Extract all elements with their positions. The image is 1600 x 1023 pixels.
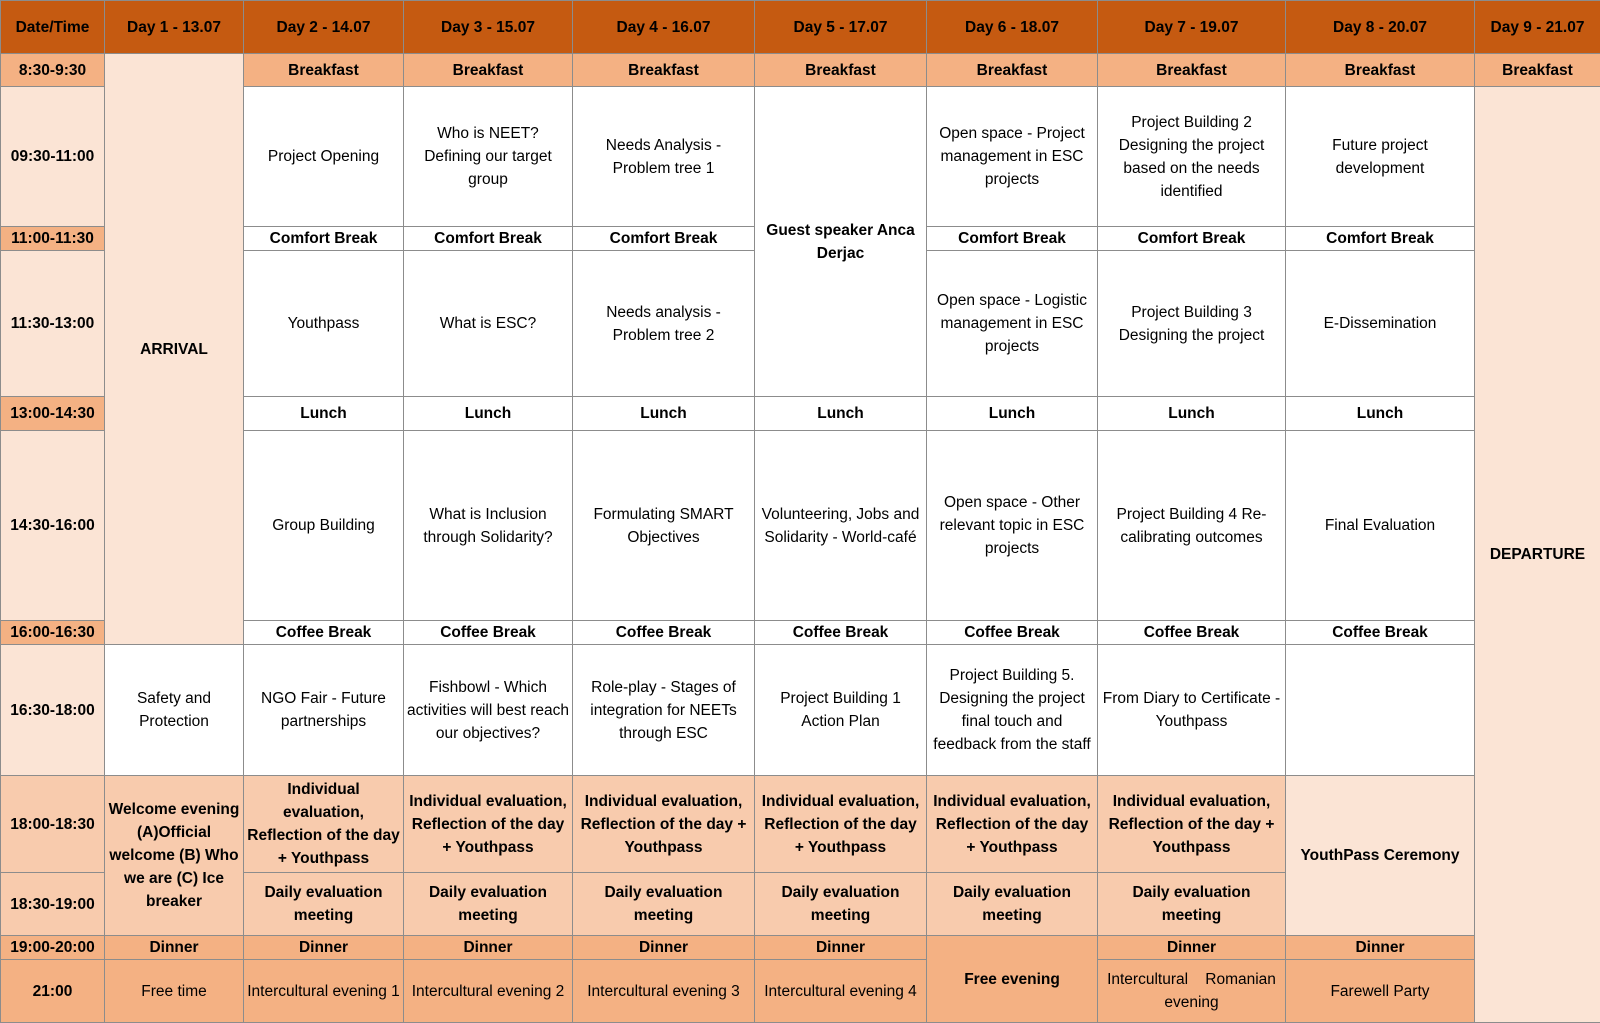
breakfast-cell: Breakfast [1286, 54, 1475, 87]
header-day-4: Day 4 - 16.07 [573, 1, 755, 54]
breakfast-cell: Breakfast [1098, 54, 1286, 87]
session-cell: Final Evaluation [1286, 431, 1475, 621]
session-cell: Open space - Logistic management in ESC projects [927, 251, 1098, 397]
session-cell: Future project development [1286, 87, 1475, 227]
arrival-cell: ARRIVAL [105, 54, 244, 645]
header-day-2: Day 2 - 14.07 [244, 1, 404, 54]
dinner-cell: Dinner [244, 936, 404, 960]
session-cell: Safety and Protection [105, 645, 244, 776]
time-cell: 13:00-14:30 [1, 397, 105, 431]
header-day-9: Day 9 - 21.07 [1475, 1, 1600, 54]
evening-cell: Intercultural Romanian evening [1098, 960, 1286, 1023]
comfort-break-cell: Comfort Break [244, 227, 404, 251]
breakfast-cell: Breakfast [755, 54, 927, 87]
coffee-break-cell: Coffee Break [755, 621, 927, 645]
header-day-7: Day 7 - 19.07 [1098, 1, 1286, 54]
departure-cell: DEPARTURE [1475, 87, 1600, 1023]
time-cell: 09:30-11:00 [1, 87, 105, 227]
comfort-break-cell: Comfort Break [927, 227, 1098, 251]
comfort-break-cell: Comfort Break [573, 227, 755, 251]
daily-evaluation-cell: Daily evaluation meeting [755, 873, 927, 936]
daily-evaluation-cell: Daily evaluation meeting [244, 873, 404, 936]
header-date-time: Date/Time [1, 1, 105, 54]
individual-evaluation-cell: Individual evaluation, Reflection of the day + Youthpass [927, 776, 1098, 873]
session-cell: Fishbowl - Which activities will best reach our objectives? [404, 645, 573, 776]
breakfast-cell: Breakfast [927, 54, 1098, 87]
session-cell: Open space - Other relevant topic in ESC projects [927, 431, 1098, 621]
session-cell: From Diary to Certificate - Youthpass [1098, 645, 1286, 776]
comfort-break-cell: Comfort Break [1286, 227, 1475, 251]
lunch-cell: Lunch [573, 397, 755, 431]
session-cell: Project Building 3 Designing the project [1098, 251, 1286, 397]
header-day-1: Day 1 - 13.07 [105, 1, 244, 54]
session-cell: Group Building [244, 431, 404, 621]
daily-evaluation-cell: Daily evaluation meeting [573, 873, 755, 936]
header-day-8: Day 8 - 20.07 [1286, 1, 1475, 54]
evening-cell: Intercultural evening 2 [404, 960, 573, 1023]
welcome-evening-cell: Welcome evening (A)Official welcome (B) Who we are (C) Ice breaker [105, 776, 244, 936]
daily-evaluation-cell: Daily evaluation meeting [1098, 873, 1286, 936]
evening-cell: Farewell Party [1286, 960, 1475, 1023]
breakfast-cell: Breakfast [404, 54, 573, 87]
individual-evaluation-cell: Individual evaluation, Reflection of the day + Youthpass [404, 776, 573, 873]
dinner-cell: Dinner [1098, 936, 1286, 960]
dinner-cell: Dinner [573, 936, 755, 960]
session-cell: Project Opening [244, 87, 404, 227]
row-2100 [1, 960, 1600, 1023]
row-0830 [1, 54, 1600, 87]
time-cell: 11:00-11:30 [1, 227, 105, 251]
session-cell: Project Building 5. Designing the project final touch and feedback from the staff [927, 645, 1098, 776]
lunch-cell: Lunch [404, 397, 573, 431]
coffee-break-cell: Coffee Break [1286, 621, 1475, 645]
session-cell: Needs analysis - Problem tree 2 [573, 251, 755, 397]
dinner-cell: Dinner [1286, 936, 1475, 960]
coffee-break-cell: Coffee Break [573, 621, 755, 645]
individual-evaluation-cell: Individual evaluation, Reflection of the day + Youthpass [755, 776, 927, 873]
dinner-cell: Dinner [404, 936, 573, 960]
lunch-cell: Lunch [244, 397, 404, 431]
evening-cell: Intercultural evening 4 [755, 960, 927, 1023]
dinner-cell: Dinner [105, 936, 244, 960]
session-cell: Project Building 2 Designing the project based on the needs identified [1098, 87, 1286, 227]
youthpass-ceremony-cell: YouthPass Ceremony [1286, 776, 1475, 936]
session-cell: Volunteering, Jobs and Solidarity - World-café [755, 431, 927, 621]
evening-cell: Free time [105, 960, 244, 1023]
individual-evaluation-cell: Individual evaluation, Reflection of the day + Youthpass [573, 776, 755, 873]
evening-cell: Intercultural evening 3 [573, 960, 755, 1023]
session-cell: What is Inclusion through Solidarity? [404, 431, 573, 621]
session-cell: Project Building 1 Action Plan [755, 645, 927, 776]
lunch-cell: Lunch [1098, 397, 1286, 431]
session-cell: Who is NEET? Defining our target group [404, 87, 573, 227]
comfort-break-cell: Comfort Break [404, 227, 573, 251]
header-day-6: Day 6 - 18.07 [927, 1, 1098, 54]
breakfast-cell: Breakfast [1475, 54, 1600, 87]
individual-evaluation-cell: Individual evaluation, Reflection of the day + Youthpass [1098, 776, 1286, 873]
session-cell: Role-play - Stages of integration for NEETs through ESC [573, 645, 755, 776]
lunch-cell: Lunch [755, 397, 927, 431]
time-cell: 19:00-20:00 [1, 936, 105, 960]
time-cell: 18:30-19:00 [1, 873, 105, 936]
coffee-break-cell: Coffee Break [927, 621, 1098, 645]
time-cell: 8:30-9:30 [1, 54, 105, 87]
session-cell: What is ESC? [404, 251, 573, 397]
session-cell: Open space - Project management in ESC projects [927, 87, 1098, 227]
row-1800 [1, 776, 1600, 873]
session-cell: Project Building 4 Re-calibrating outcomes [1098, 431, 1286, 621]
time-cell: 14:30-16:00 [1, 431, 105, 621]
daily-evaluation-cell: Daily evaluation meeting [927, 873, 1098, 936]
time-cell: 16:00-16:30 [1, 621, 105, 645]
session-cell: Needs Analysis - Problem tree 1 [573, 87, 755, 227]
session-cell: Formulating SMART Objectives [573, 431, 755, 621]
header-day-3: Day 3 - 15.07 [404, 1, 573, 54]
time-cell: 21:00 [1, 960, 105, 1023]
time-cell: 11:30-13:00 [1, 251, 105, 397]
lunch-cell: Lunch [927, 397, 1098, 431]
breakfast-cell: Breakfast [244, 54, 404, 87]
time-cell: 18:00-18:30 [1, 776, 105, 873]
coffee-break-cell: Coffee Break [244, 621, 404, 645]
header-day-5: Day 5 - 17.07 [755, 1, 927, 54]
session-cell: E-Dissemination [1286, 251, 1475, 397]
breakfast-cell: Breakfast [573, 54, 755, 87]
coffee-break-cell: Coffee Break [1098, 621, 1286, 645]
session-cell: NGO Fair - Future partnerships [244, 645, 404, 776]
daily-evaluation-cell: Daily evaluation meeting [404, 873, 573, 936]
lunch-cell: Lunch [1286, 397, 1475, 431]
row-1630 [1, 645, 1600, 776]
coffee-break-cell: Coffee Break [404, 621, 573, 645]
time-cell: 16:30-18:00 [1, 645, 105, 776]
individual-evaluation-cell: Individual evaluation, Reflection of the day + Youthpass [244, 776, 404, 873]
header-row [1, 1, 1600, 54]
comfort-break-cell: Comfort Break [1098, 227, 1286, 251]
guest-speaker-cell: Guest speaker Anca Derjac [755, 87, 927, 397]
dinner-cell: Dinner [755, 936, 927, 960]
free-evening-cell: Free evening [927, 936, 1098, 1023]
evening-cell: Intercultural evening 1 [244, 960, 404, 1023]
session-cell: Youthpass [244, 251, 404, 397]
row-1900 [1, 936, 1600, 960]
